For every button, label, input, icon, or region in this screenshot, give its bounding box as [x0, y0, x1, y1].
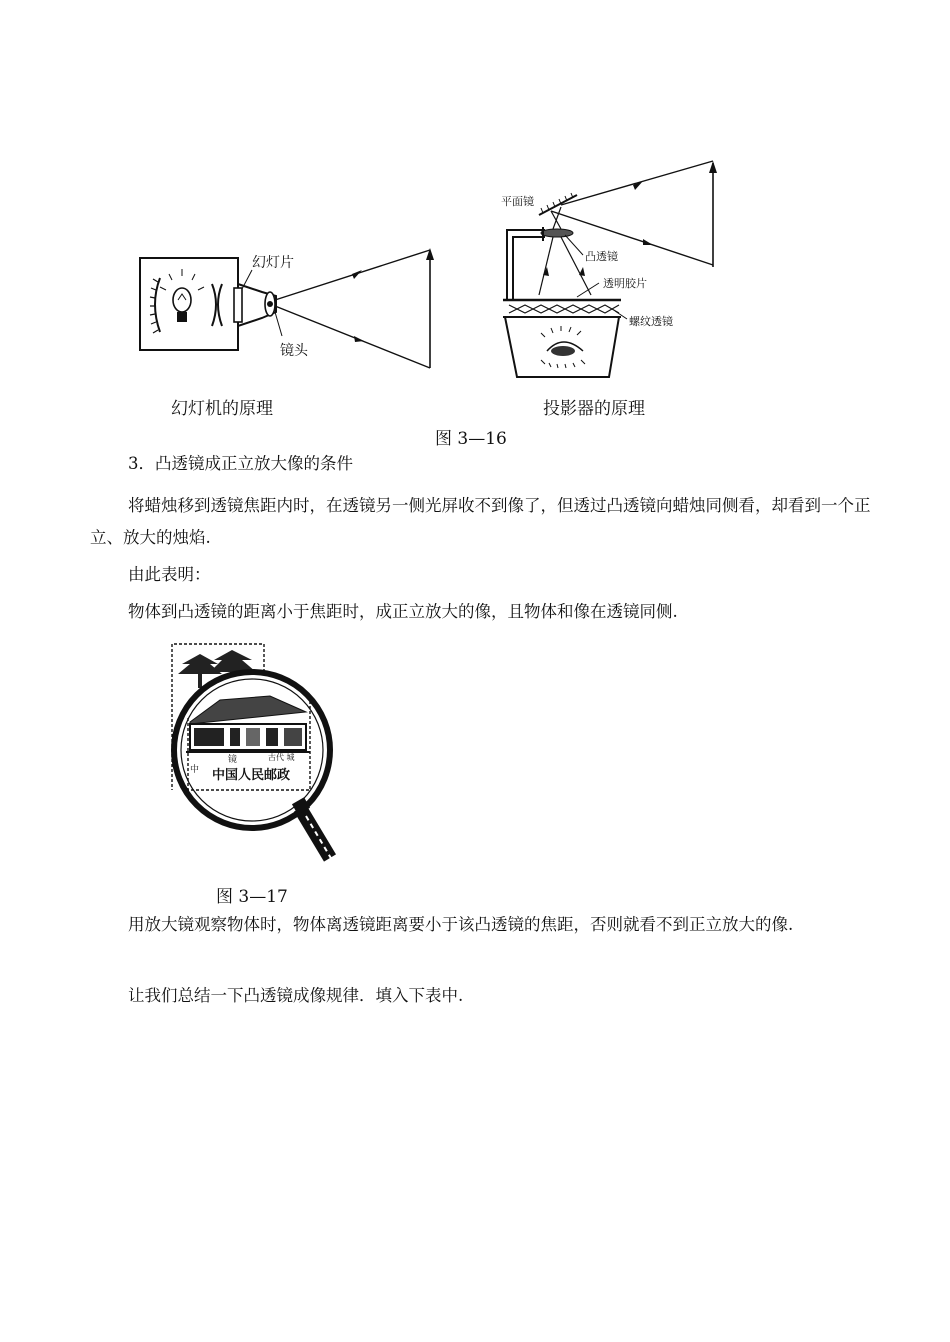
paragraph-shows: 由此表明： [128, 565, 211, 584]
magnifier-stamp-illustration [160, 640, 350, 870]
figure-3-16-number: 图 3—16 [435, 429, 507, 449]
paragraph-conclusion: 物体到凸透镜的距离小于焦距时，成正立放大的像，且物体和像在透镜同侧. [128, 602, 678, 621]
caption-slide-projector: 幻灯机的原理 [171, 399, 273, 419]
stamp-small-char-2: 镜 [228, 755, 238, 765]
label-fresnel-lens: 螺纹透镜 [629, 315, 673, 328]
stamp-tiny-text: 古代 城 [268, 753, 295, 762]
caption-overhead-projector: 投影器的原理 [543, 399, 645, 419]
label-lens: 镜头 [280, 343, 308, 359]
section-heading: 3．凸透镜成正立放大像的条件 [128, 454, 353, 473]
paragraph-observation: 将蜡烛移到透镜焦距内时，在透镜另一侧光屏收不到像了，但透过凸透镜向蜡烛同侧看，却看到一个正立、放大的烛焰. [90, 496, 871, 547]
label-convex-lens: 凸透镜 [585, 250, 618, 263]
stamp-small-char: 中 [190, 765, 200, 775]
stamp-text: 中国人民邮政 [212, 768, 291, 783]
label-plane-mirror: 平面镜 [501, 195, 534, 208]
label-slide: 幻灯片 [252, 255, 294, 271]
figure-3-17 [160, 640, 350, 870]
overhead-projector-diagram [495, 155, 735, 380]
paragraph-summary: 让我们总结一下凸透镜成像规律．填入下表中. [128, 986, 464, 1005]
figure-3-17-number: 图 3—17 [216, 887, 288, 907]
figure-3-16-right [495, 155, 735, 385]
paragraph-magnifier: 用放大镜观察物体时，物体离透镜距离要小于该凸透镜的焦距，否则就看不到正立放大的像. [128, 915, 794, 934]
figure-3-16-left [130, 240, 450, 420]
label-transparent-film: 透明胶片 [603, 277, 647, 290]
